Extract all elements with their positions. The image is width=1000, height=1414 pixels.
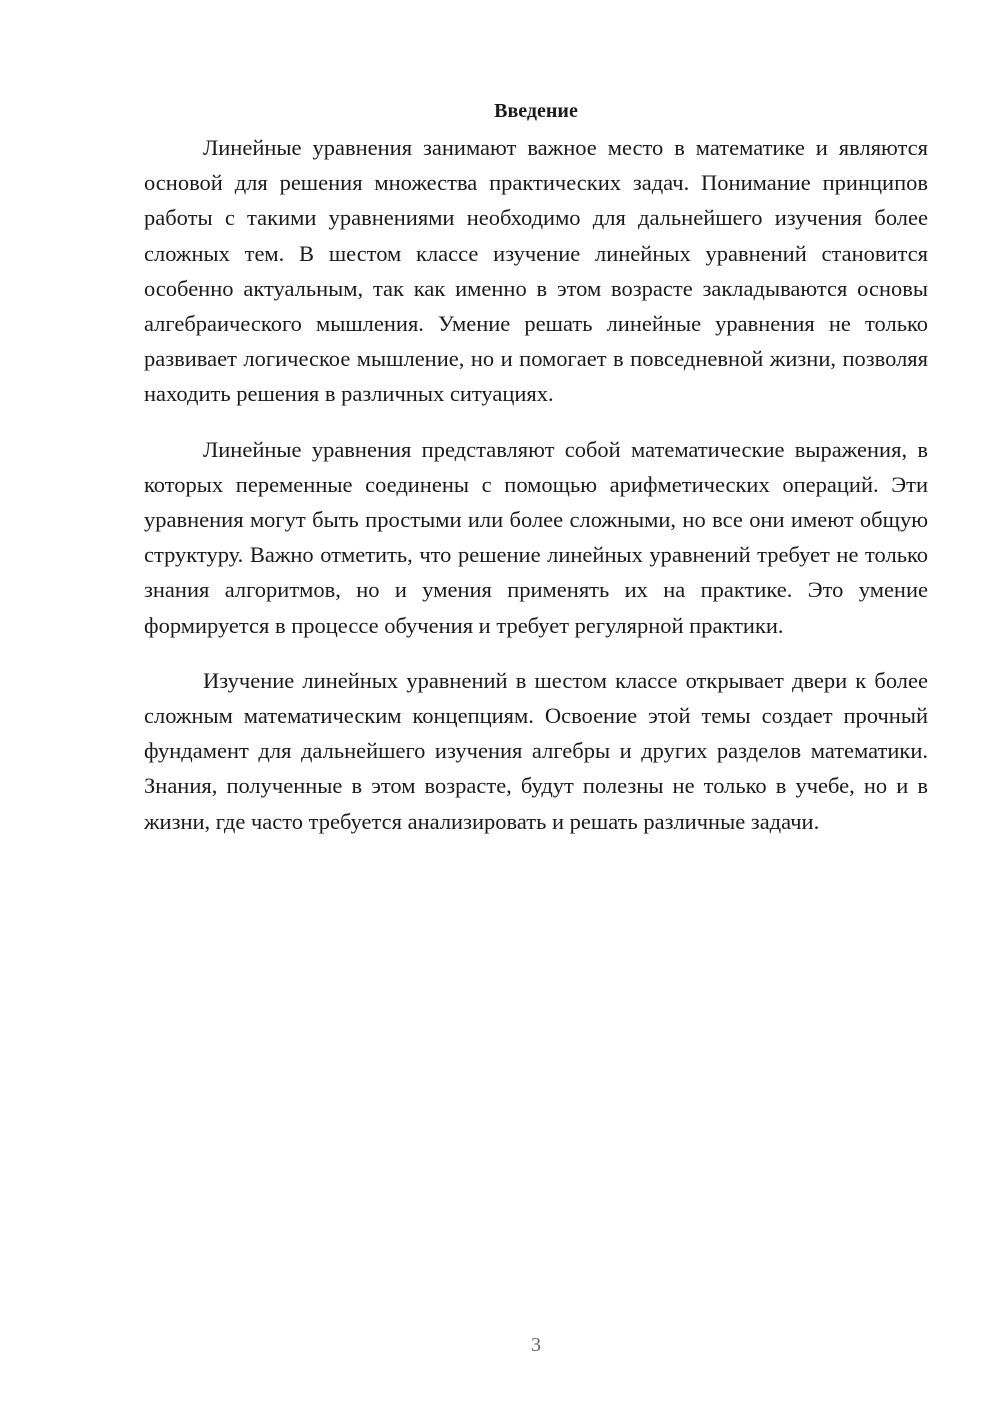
paragraph-1: Линейные уравнения занимают важное место в математике и являются основой для решения множества практических задач. Понимание принципов работы с такими уравнениями необходимо для дальнейшего изучения более сложных тем. В шестом классе изучение линейных уравнений становится особенно актуальным, так как именно в этом возрасте закладываются основы алгебраического мышления. Умение решать линейные уравнения не только развивает логическое мышление, но и помогает в повседневной жизни, позволяя находить решения в различных ситуациях.: [144, 135, 928, 407]
paragraph-3: Изучение линейных уравнений в шестом классе открывает двери к более сложным математическим концепциям. Освоение этой темы создает прочный фундамент для дальнейшего изучения алгебры и других разделов математики. Знания, полученные в этом возрасте, будут полезны не только в учебе, но и в жизни, где часто требуется анализировать и решать различные задачи.: [144, 667, 928, 834]
page-number: 3: [531, 1334, 541, 1356]
page-content: [144, 96, 928, 859]
section-heading: Введение: [494, 100, 578, 122]
paragraph-2: Линейные уравнения представляют собой математические выражения, в которых переменные соединены с помощью арифметических операций. Эти уравнения могут быть простыми или более сложными, но все они имеют общую структуру. Важно отметить, что решение линейных уравнений требует не только знания алгоритмов, но и умения применять их на практике. Это умение формируется в процессе обучения и требует регулярной практики.: [144, 436, 928, 638]
